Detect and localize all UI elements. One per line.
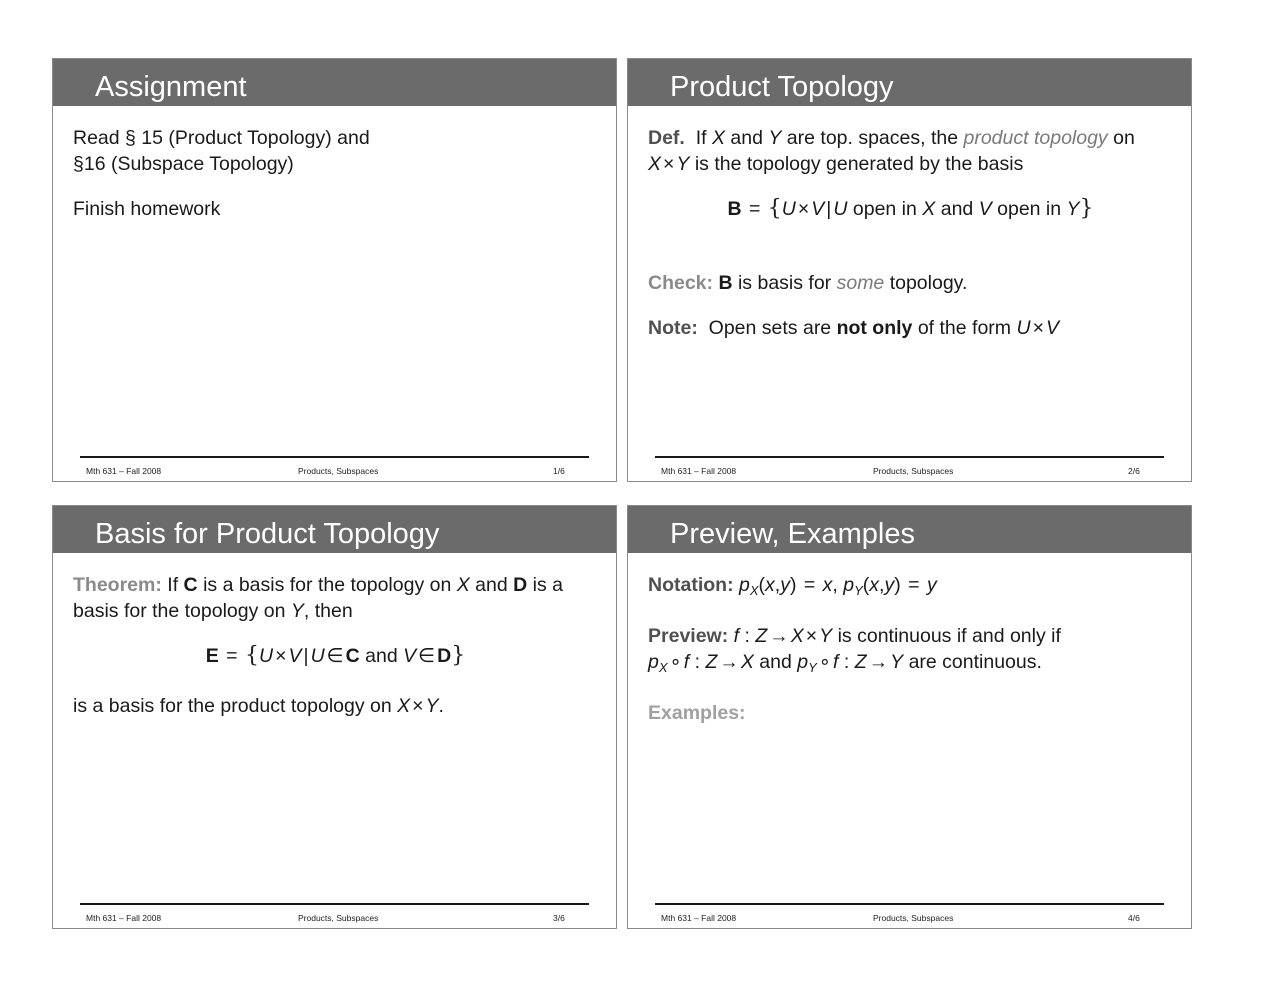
slide-body	[73, 125, 598, 241]
slide-product-topology	[627, 58, 1192, 482]
slide-assignment	[52, 58, 617, 482]
footer-course: Mth 631 – Fall 2008	[86, 913, 162, 923]
theorem-conclusion: is a basis for the product topology on X × Y.	[73, 695, 444, 717]
reading-assignment: Read § 15 (Product Topology) and §16 (Subspace Topology)	[73, 127, 370, 175]
slide-title: Basis for Product Topology	[53, 506, 616, 553]
basis-formula: B = {U × V | U open in X and V open in Y}	[727, 196, 1094, 221]
slide-body	[648, 125, 1173, 360]
footer-course: Mth 631 – Fall 2008	[661, 466, 737, 476]
footer-topic: Products, Subspaces	[873, 466, 954, 476]
footer-course: Mth 631 – Fall 2008	[86, 466, 162, 476]
footer-rule	[655, 903, 1164, 905]
footer-course: Mth 631 – Fall 2008	[661, 913, 737, 923]
slide-body	[648, 572, 1173, 745]
basis-formula: E = {U × V | U ∈ C and V ∈ D}	[205, 643, 466, 668]
footer-topic: Products, Subspaces	[873, 913, 954, 923]
examples-label: Examples:	[648, 702, 746, 724]
homework-line: Finish homework	[73, 198, 221, 220]
notation-line: Notation: $p_X(x,y) = x$, $p_Y(x,y) = y$	[648, 574, 937, 598]
slide-body	[73, 572, 598, 738]
note-line: Note: Open sets are not only of the form U × V	[648, 317, 1059, 339]
footer-page: 1/6	[553, 466, 565, 476]
footer-rule	[80, 456, 589, 458]
check-line: Check: B is basis for some topology.	[648, 272, 968, 294]
footer-topic: Products, Subspaces	[298, 466, 379, 476]
slide-basis-for-product-topology	[52, 505, 617, 929]
slide-title: Product Topology	[628, 59, 1191, 106]
definition: Def. If X and Y are top. spaces, the product topology on X × Y is the topology generated by the basis	[648, 127, 1135, 175]
footer-rule	[80, 903, 589, 905]
footer-page: 2/6	[1128, 466, 1140, 476]
defined-term: product topology	[963, 127, 1108, 149]
slide-preview-examples	[627, 505, 1192, 929]
footer-topic: Products, Subspaces	[298, 913, 379, 923]
slide-title: Assignment	[53, 59, 616, 106]
footer-page: 3/6	[553, 913, 565, 923]
footer-rule	[655, 456, 1164, 458]
preview-line: Preview: f : Z → X × Y is continuous if and only if $p_X$ ∘ f : Z → X and $p_Y$ ∘ f : Z → Y are continuous.	[648, 625, 1061, 675]
theorem: Theorem: If C is a basis for the topology on X and D is a basis for the topology on Y, then	[73, 574, 564, 622]
slide-title: Preview, Examples	[628, 506, 1191, 553]
footer-page: 4/6	[1128, 913, 1140, 923]
